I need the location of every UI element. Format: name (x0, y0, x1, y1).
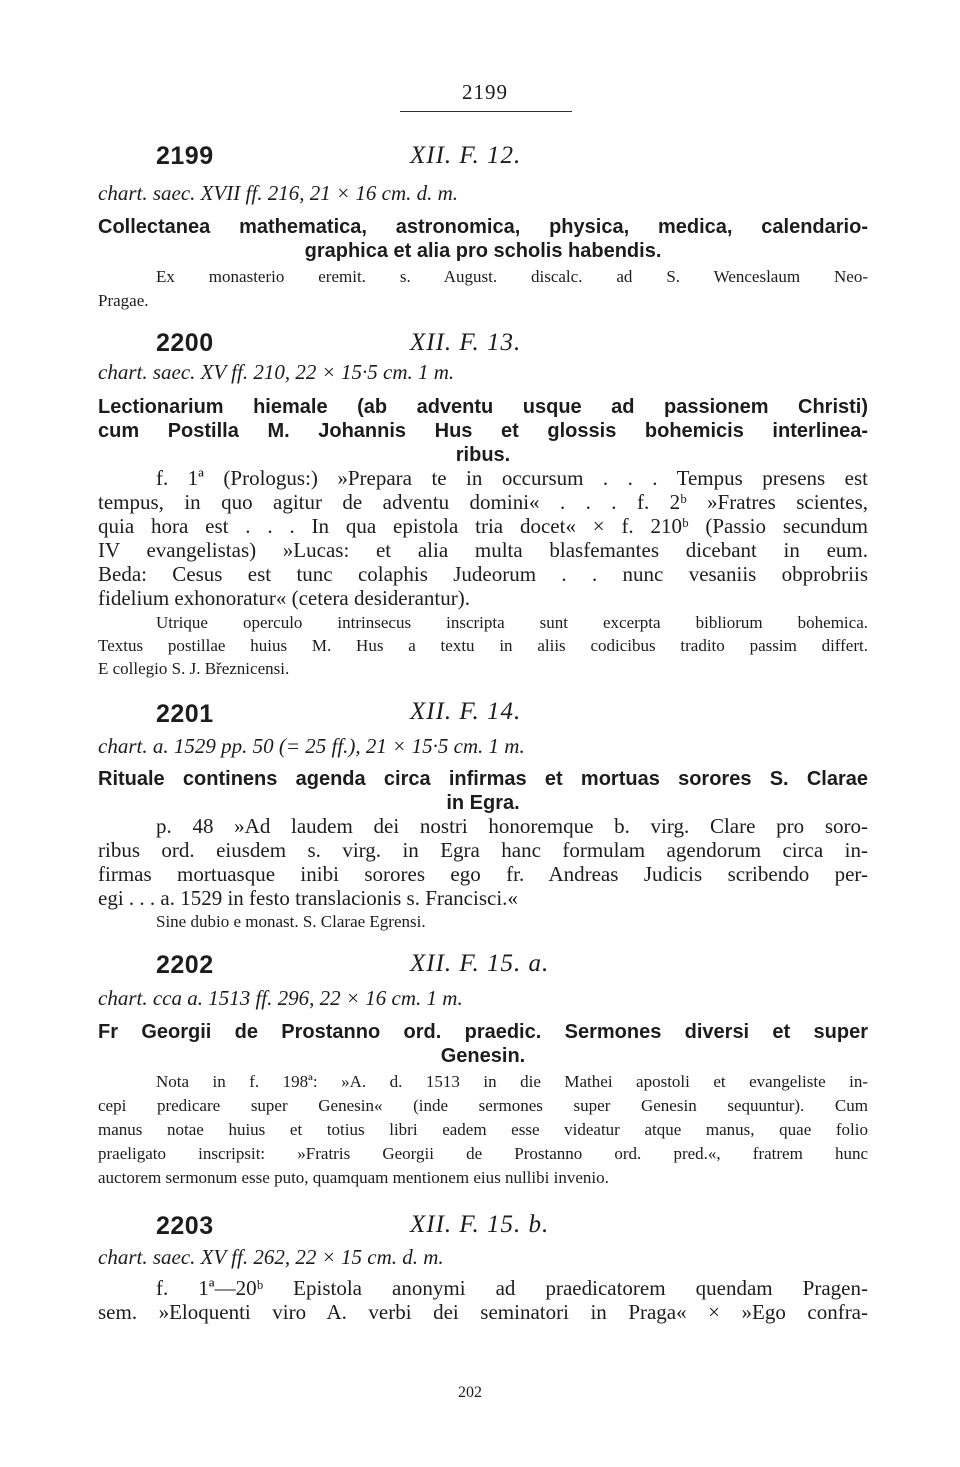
note-line: praeligato inscripsit: »Fratris Georgii de Prostanno ord. pred.«, fratrem hunc (98, 1144, 868, 1163)
text-line: IV evangelistas) »Lucas: et alia multa blasfemantes dicebant in eum. (98, 538, 868, 562)
entry-number: 2203 (156, 1212, 214, 1240)
physical-description: chart. cca a. 1513 ff. 296, 22 × 16 cm. 1 m. (98, 986, 463, 1010)
text-line: f. 1ª—20ᵇ Epistola anonymi ad praedicatorem quendam Pragen- (156, 1276, 868, 1300)
note-line: Pragae. (98, 291, 149, 310)
title-line: Collectanea mathematica, astronomica, physica, medica, calendario- (98, 216, 868, 238)
shelf-signature: XII. F. 15. b. (410, 1211, 550, 1238)
physical-description: chart. saec. XVII ff. 216, 21 × 16 cm. d. m. (98, 181, 459, 205)
note-line: manus notae huius et totius libri eadem esse videatur atque manus, quae folio (98, 1120, 868, 1139)
note-line: Textus postillae huius M. Hus a textu in aliis codicibus tradito passim differt. (98, 636, 868, 655)
title-line: Genesin. (440, 1045, 526, 1067)
note-line: Sine dubio e monast. S. Clarae Egrensi. (156, 912, 426, 931)
page-number: 202 (458, 1384, 482, 1401)
text-line: quia hora est . . . In qua epistola tria docet« × f. 210ᵇ (Passio secundum (98, 514, 868, 538)
note-line: auctorem sermonum esse puto, quamquam mentionem eius nullibi invenio. (98, 1168, 609, 1187)
text-line: tempus, in quo agitur de adventu domini« . . . f. 2ᵇ »Fratres scientes, (98, 490, 868, 514)
shelf-signature: XII. F. 15. a. (410, 950, 550, 977)
text-line: p. 48 »Ad laudem dei nostri honoremque b. virg. Clare pro soro- (156, 814, 868, 838)
entry-number: 2199 (156, 142, 214, 170)
title-line: Rituale continens agenda circa infirmas et mortuas sorores S. Clarae (98, 768, 868, 790)
title-line: graphica et alia pro scholis habendis. (304, 240, 662, 262)
title-line: Lectionarium hiemale (ab adventu usque ad passionem Christi) (98, 396, 868, 418)
shelf-signature: XII. F. 12. (410, 142, 522, 169)
running-head: 2199 (462, 80, 508, 104)
entry-number: 2202 (156, 951, 214, 979)
entry-number: 2201 (156, 700, 214, 728)
text-line: firmas mortuasque inibi sorores ego fr. Andreas Judicis scribendo per- (98, 862, 868, 886)
physical-description: chart. saec. XV ff. 210, 22 × 15·5 cm. 1 m. (98, 360, 455, 384)
text-line: f. 1ª (Prologus:) »Prepara te in occursum . . . Tempus presens est (156, 466, 868, 490)
entry-number: 2200 (156, 329, 214, 357)
title-line: cum Postilla M. Johannis Hus et glossis bohemicis interlinea- (98, 420, 868, 442)
shelf-signature: XII. F. 13. (410, 329, 522, 356)
physical-description: chart. saec. XV ff. 262, 22 × 15 cm. d. m. (98, 1245, 444, 1269)
note-line: E collegio S. J. Březnicensi. (98, 659, 290, 678)
shelf-signature: XII. F. 14. (410, 698, 522, 725)
note-line: Nota in f. 198ª: »A. d. 1513 in die Mathei apostoli et evangeliste in- (156, 1072, 868, 1091)
note-line: Ex monasterio eremit. s. August. discalc. ad S. Wenceslaum Neo- (156, 267, 868, 286)
physical-description: chart. a. 1529 pp. 50 (= 25 ff.), 21 × 15·5 cm. 1 m. (98, 734, 525, 758)
text-line: ribus ord. eiusdem s. virg. in Egra hanc formulam agendorum circa in- (98, 838, 868, 862)
note-line: Utrique operculo intrinsecus inscripta sunt excerpta bibliorum bohemica. (156, 613, 868, 632)
text-line: egi . . . a. 1529 in festo translacionis s. Francisci.« (98, 886, 518, 910)
text-line: sem. »Eloquenti viro A. verbi dei seminatori in Praga« × »Ego confra- (98, 1300, 868, 1324)
title-line: Fr Georgii de Prostanno ord. praedic. Sermones diversi et super (98, 1021, 868, 1043)
title-line: ribus. (455, 444, 511, 466)
text-line: fidelium exhonoratur« (cetera desiderantur). (98, 586, 471, 610)
text-line: Beda: Cesus est tunc colaphis Judeorum . . nunc vesaniis obprobriis (98, 562, 868, 586)
note-line: cepi predicare super Genesin« (inde sermones super Genesin sequuntur). Cum (98, 1096, 868, 1115)
title-line: in Egra. (446, 792, 520, 814)
header-rule (400, 111, 572, 112)
